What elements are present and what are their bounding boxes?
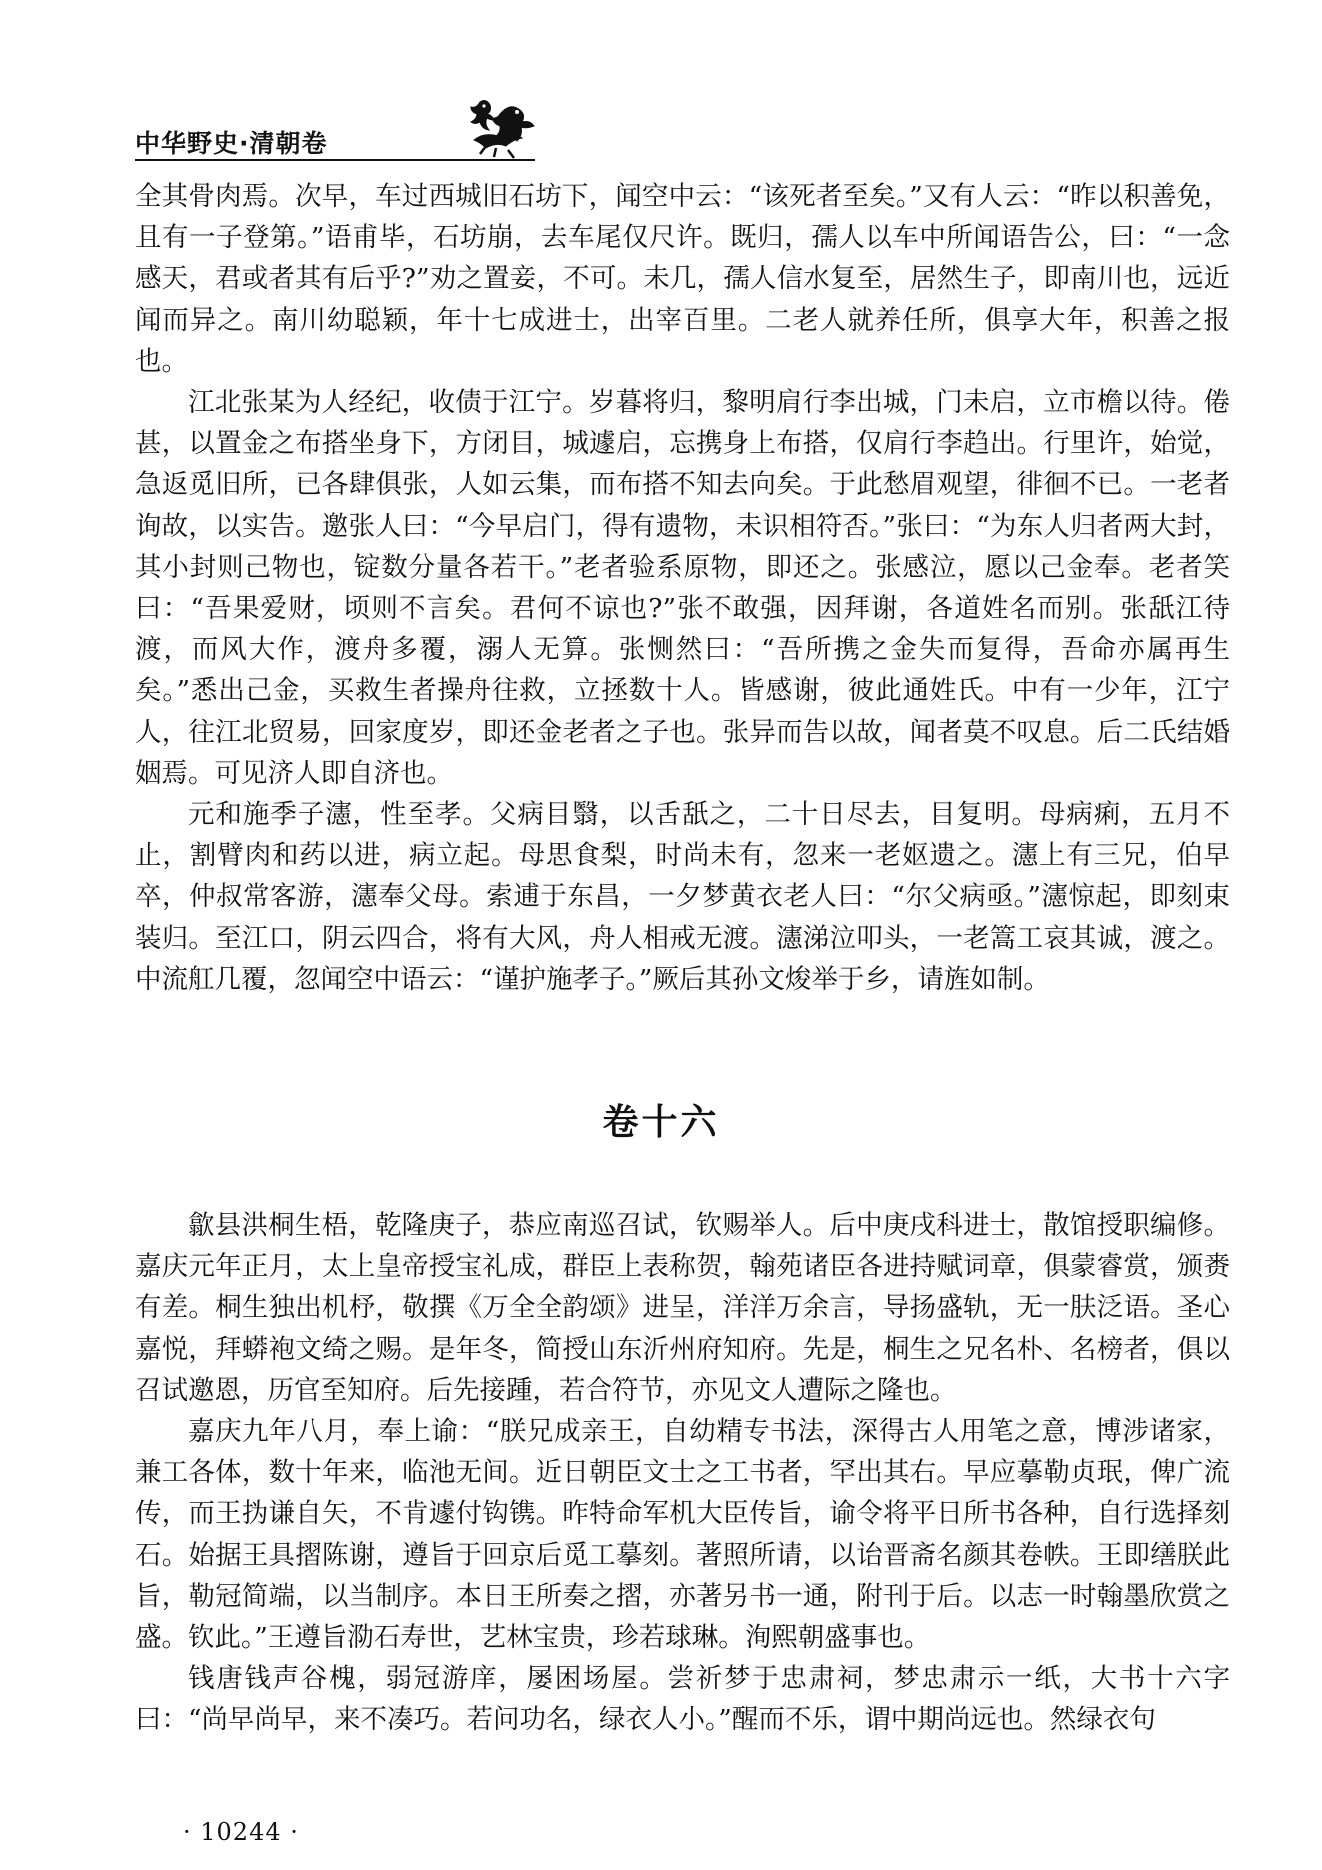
paragraph: 全其骨肉焉。次早，车过西城旧石坊下，闻空中云：“该死者至矣。”又有人云：“昨以积善免，且有一子登第。”语甫毕，石坊崩，去车尾仅尺许。既归，孺人以车中所闻语告公，曰：“一念感天，君或者其有后乎?”劝之置妾，不可。未几，孺人信水复至，居然生子，即南川也，远近闻而异之。南川幼聪颖，年十七成进士，出宰百里。二老人就养任所，俱享大年，积善之报也。	[135, 181, 1230, 377]
running-header	[135, 96, 535, 166]
paragraph: 歙县洪桐生梧，乾隆庚子，恭应南巡召试，钦赐举人。后中庚戌科进士，散馆授职编修。嘉庆元年正月，太上皇帝授宝礼成，群臣上表称贺，翰苑诸臣各进持赋词章，俱蒙睿赏，颁赉有差。桐生独出机杼，敬撰《万全全韵颂》进呈，洋洋万余言，导扬盛轨，无一肤泛语。圣心嘉悦，拜蟒袍文绮之赐。是年冬，简授山东沂州府知府。先是，桐生之兄名朴、名榜者，俱以召试邀恩，历官至知府。后先接踵，若合符节，亦见文人遭际之隆也。	[135, 1210, 1230, 1406]
text-block-top	[135, 176, 1230, 1000]
page-number: · 10244 ·	[183, 1818, 299, 1846]
text-block-bottom	[135, 1205, 1230, 1741]
paragraph: 江北张某为人经纪，收债于江宁。岁暮将归，黎明肩行李出城，门未启，立市檐以待。倦甚，以置金之布搭坐身下，方闭目，城遽启，忘携身上布搭，仅肩行李趋出。行里许，始觉，急返觅旧所，已各肆俱张，人如云集，而布搭不知去向矣。于此愁眉观望，徘徊不已。一老者询故，以实告。邀张人曰：“今早启门，得有遗物，未识相符否。”张曰：“为东人归者两大封，其小封则己物也，锭数分量各若干。”老者验系原物，即还之。张感泣，愿以己金奉。老者笑曰：“吾果爱财，顷则不言矣。君何不谅也?”张不敢强，因拜谢，各道姓名而别。张舐江待渡，而风大作，渡舟多覆，溺人无算。张恻然曰：“吾所携之金失而复得，吾命亦属再生矣。”悉出己金，买救生者操舟往救，立拯数十人。皆感谢，彼此通姓氏。中有一少年，江宁人，往江北贸易，回家度岁，即还金老者之子也。张异而告以故，闻者莫不叹息。后二氏结婚姻焉。可见济人即自济也。	[135, 387, 1230, 789]
paragraph: 钱唐钱声谷槐，弱冠游庠，屡困场屋。尝祈梦于忠肃祠，梦忠肃示一纸，大书十六字曰：“尚早尚早，来不凑巧。若问功名，绿衣人小。”醒而不乐，谓中期尚远也。然绿衣句	[135, 1663, 1230, 1736]
header-title: 中华野史·清朝卷	[135, 129, 328, 158]
dragon-emblem-icon	[460, 96, 540, 160]
paragraph: 嘉庆九年八月，奉上谕：“朕兄成亲王，自幼精专书法，深得古人用笔之意，博涉诸家，兼工各体，数十年来，临池无间。近日朝臣文士之工书者，罕出其右。早应摹勒贞珉，俾广流传，而王㧑谦自矢，不肯遽付钩镌。昨特命军机大臣传旨，谕令将平日所书各种，自行选择刻石。始据王具摺陈谢，遵旨于回京后觅工摹刻。著照所请，以诒晋斋名颜其卷帙。王即缮朕此旨，勒冠简端，以当制序。本日王所奏之摺，亦著另书一通，附刊于后。以志一时翰墨欣赏之盛。钦此。”王遵旨泐石寿世，艺林宝贵，珍若球琳。洵熙朝盛事也。	[135, 1416, 1230, 1654]
header-rule	[135, 159, 535, 161]
paragraph: 元和施季子瀗，性至孝。父病目翳，以舌舐之，二十日尽去，目复明。母病痢，五月不止，割臂肉和药以进，病立起。母思食梨，时尚未有，忽来一老妪遗之。瀗上有三兄，伯早卒，仲叔常客游，瀗奉父母。索逋于东昌，一夕梦黄衣老人曰：“尔父病亟。”瀗惊起，即刻束装归。至江口，阴云四合，将有大风，舟人相戒无渡。瀗涕泣叩头，一老篙工哀其诚，渡之。中流舡几覆，忽闻空中语云：“谨护施孝子。”厥后其孙文焌举于乡，请旌如制。	[135, 799, 1230, 995]
section-title: 卷十六	[602, 1102, 720, 1143]
